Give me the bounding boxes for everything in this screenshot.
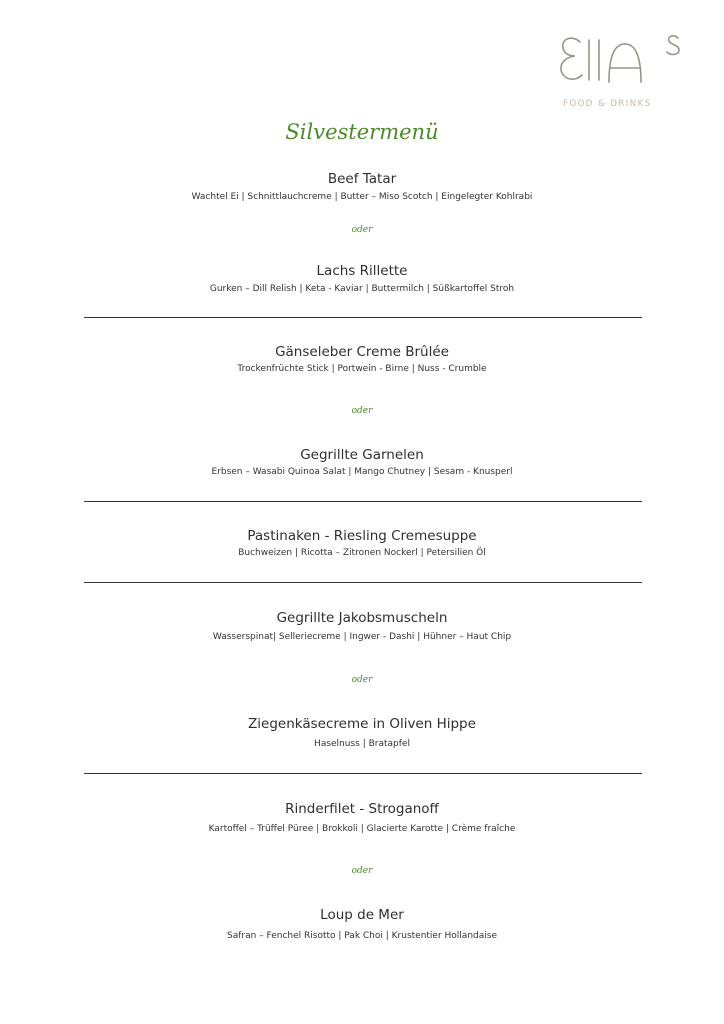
dish-loup-de-mer-description: Safran – Fenchel Risotto | Pak Choi | Krustentier Hollandaise <box>227 931 497 941</box>
oder-separator: oder <box>351 675 373 685</box>
oder-separator: oder <box>351 406 373 416</box>
dish-gaenseleber-description: Trockenfrüchte Stick | Portwein - Birne | Nuss - Crumble <box>237 364 487 374</box>
dish-lachs-rillette: Lachs Rillette <box>316 263 408 279</box>
dish-gaenseleber-creme-brulee: Gänseleber Creme Brûlée <box>275 344 449 360</box>
ellas-wordmark-graphic <box>555 30 690 100</box>
dish-gegrillte-garnelen-description: Erbsen – Wasabi Quinoa Salat | Mango Chutney | Sesam - Knusperl <box>211 467 513 477</box>
course-divider <box>84 582 642 583</box>
oder-separator: oder <box>351 225 373 235</box>
course-divider <box>84 773 642 774</box>
dish-gegrillte-garnelen: Gegrillte Garnelen <box>300 447 424 463</box>
course-divider <box>84 501 642 502</box>
menu-title: Silvestermenü <box>285 120 439 144</box>
dish-rinderfilet-stroganoff: Rinderfilet - Stroganoff <box>285 801 439 817</box>
dish-ziegenkaesecreme-description: Haselnuss | Bratapfel <box>314 739 410 749</box>
dish-rinderfilet-description: Kartoffel – Trüffel Püree | Brokkoli | Glacierte Karotte | Crème fraîche <box>208 824 516 834</box>
dish-ziegenkaesecreme: Ziegenkäsecreme in Oliven Hippe <box>248 716 476 732</box>
dish-jakobsmuscheln-description: Wasserspinat| Selleriecreme | Ingwer - Dashi | Hühner – Haut Chip <box>212 632 512 642</box>
dish-pastinaken-cremesuppe: Pastinaken - Riesling Cremesuppe <box>247 528 477 544</box>
dish-beef-tatar-description: Wachtel Ei | Schnittlauchcreme | Butter – Miso Scotch | Eingelegter Kohlrabi <box>191 192 533 202</box>
oder-separator: oder <box>351 866 373 876</box>
dish-loup-de-mer: Loup de Mer <box>320 907 404 923</box>
logo-subtitle: FOOD & DRINKS <box>563 99 652 109</box>
dish-beef-tatar: Beef Tatar <box>327 171 397 187</box>
dish-lachs-rillette-description: Gurken – Dill Relish | Keta - Kaviar | Buttermilch | Süßkartoffel Stroh <box>209 284 515 294</box>
course-divider <box>84 317 642 318</box>
ellas-logo <box>555 30 690 115</box>
dish-gegrillte-jakobsmuscheln: Gegrillte Jakobsmuscheln <box>276 610 448 626</box>
dish-pastinaken-description: Buchweizen | Ricotta – Zitronen Nockerl | Petersilien Öl <box>238 548 486 558</box>
